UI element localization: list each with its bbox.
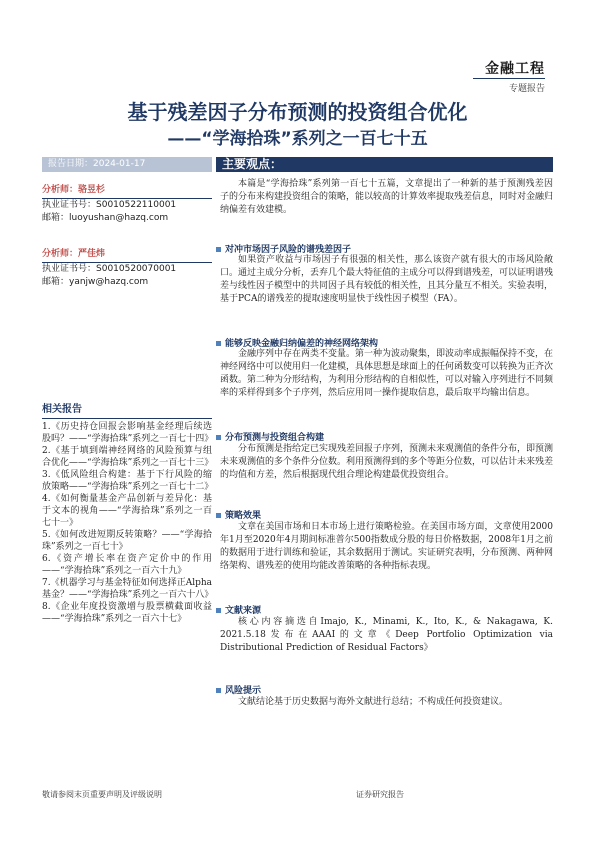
header-category — [485, 58, 545, 78]
key-views-label: 主要观点： — [222, 157, 283, 171]
related-item[interactable]: 3.《低风险组合构建：基于下行风险的缩放策略——“学海拾珠”系列之一百七十二》 — [42, 470, 214, 492]
analyst-name: 分析师：骆昱杉 — [42, 185, 106, 195]
analyst-cert: 执业证书号：S0010520070001 — [42, 264, 177, 274]
report-date: 报告日期：2024-01-17 — [42, 157, 212, 172]
bullet-square-icon — [216, 341, 221, 346]
section-body-effect: 文章在美国市场和日本市场上进行策略检验。在美国市场方面，文章使用2000年1月至2020年4月期间标准普尔500指数成分股的每日价格数据，2008年1月之前的数据用于进行训练和验证，其余数据用于测试。实证研究表明，分布预测、两种网络架构、谱残差的使用均能改善策略的各种指标表现。 — [220, 522, 554, 571]
footer-disclaimer: 敬请参阅末页重要声明及评级说明 — [42, 790, 162, 799]
divider — [42, 418, 212, 419]
page-title: 基于残差因子分布预测的投资组合优化 — [127, 100, 468, 124]
section-body-source: 核心内容摘选自Imajo, K., Minami, K., Ito, K., & Nakagawa, K. 2021.5.18发布在AAAI的文章《Deep Portfolio Optimization via Distributional Prediction of Residual Factors》 — [220, 617, 553, 653]
section-body-distribution: 分布预测是指给定已实现残差回报子序列，预测未来观测值的条件分布，即预测未来观测值的多个条件分位数。利用预测得到的多个等距分位数，可以估计未来残差的均值和方差，然后根据现代组合理论构建最优投资组合。 — [220, 444, 554, 480]
section-heading-text: 文献来源 — [225, 606, 262, 616]
related-item[interactable]: 7.《机器学习与基金特征如何选择正Alpha基金？——“学海拾珠”系列之一百六十八》 — [42, 578, 214, 600]
analyst-cert: 执业证书号：S0010522110001 — [42, 200, 177, 210]
section-heading-risk — [216, 683, 261, 696]
bullet-square-icon — [216, 688, 221, 693]
analyst-block-1 — [42, 182, 212, 225]
related-item[interactable]: 6.《资产增长率在资产定价中的作用——“学海拾珠”系列之一百六十九》 — [42, 554, 212, 576]
related-item[interactable]: 2.《基于填到端神经网络的风险预算与组合优化——“学海拾珠”系列之一百七十三》 — [42, 446, 214, 468]
page-subtitle: ——“学海拾珠”系列之一百七十五 — [167, 129, 428, 149]
analyst-name: 分析师：严佳炜 — [42, 249, 106, 259]
header-rule — [473, 78, 545, 79]
section-heading-text: 风险提示 — [225, 686, 262, 696]
footer-label: 证券研究报告 — [356, 790, 404, 799]
section-heading-text: 能够反映金融归纳偏差的神经网络架构 — [225, 339, 379, 349]
analyst-email[interactable]: 邮箱：yanjw@hazq.com — [42, 277, 149, 287]
bullet-square-icon — [216, 435, 221, 440]
analyst-email[interactable]: 邮箱：luoyushan@hazq.com — [42, 213, 169, 223]
analyst-block-2 — [42, 246, 212, 289]
section-heading-effect — [216, 508, 261, 521]
bullet-square-icon — [216, 513, 221, 518]
related-item[interactable]: 5.《如何改进短期反转策略？——“学海拾珠”系列之一百七十》 — [42, 530, 212, 552]
section-body-hedge: 如果资产收益与市场因子有很强的相关性，那么该资产就有很大的市场风险敞口。通过主成分分析，丢弃几个最大特征值的主成分可以得到谱残差，可以证明谱残差与线性因子模型中的共同因子具有较低的相关性，且其分量互不相关。实验表明，基于PCA的谱残差的提取速度明显快于线性因子模型（FA）。 — [220, 255, 554, 304]
section-heading-text: 分布预测与投资组合构建 — [225, 433, 325, 443]
related-item[interactable]: 1.《历史持仓回报会影响基金经理后续选股吗？——“学海拾珠”系列之一百七十四》 — [42, 422, 214, 444]
report-type: 专题报告 — [508, 84, 545, 94]
section-heading-text: 对冲市场因子风险的谱残差因子 — [225, 245, 352, 255]
section-body-risk: 文献结论基于历史数据与海外文献进行总结；不构成任何投资建议。 — [238, 697, 509, 707]
related-item[interactable]: 4.《如何衡量基金产品创新与差异化：基于文本的视角——“学海拾珠”系列之一百七十一》 — [42, 494, 212, 528]
related-reports — [42, 400, 212, 625]
section-heading-distribution — [216, 430, 324, 443]
category-label: 金融工程 — [485, 61, 545, 77]
section-heading-source — [216, 603, 261, 616]
section-body-network: 金融序列中存在两类不变量。第一种为波动聚集，即波动率成振幅保持不变，在神经网络中可以使用归一化建模，具体思想是球面上的任何函数变可以转换为正齐次函数。第二种为分形结构，为利用分形结构的自相似性，可以对输入序列进行不同频率的采样得到多个子序列，然后应用同一操作提取信息，最后取平均输出信息。 — [220, 349, 554, 398]
bullet-square-icon — [216, 608, 221, 613]
related-heading: 相关报告 — [42, 404, 82, 415]
bullet-square-icon — [216, 247, 221, 252]
intro-paragraph: 本篇是“学海拾珠”系列第一百七十五篇，文章提出了一种新的基于预测残差因子的分布来构建投资组合的策略，能以较高的计算效率提取残差信息，同时对金融归纳偏差有效建模。 — [220, 179, 554, 215]
section-heading-text: 策略效果 — [225, 511, 262, 521]
related-item[interactable]: 8.《企业年度投资激增与股票横截面收益——“学海拾珠”系列之一百六十七》 — [42, 602, 212, 624]
